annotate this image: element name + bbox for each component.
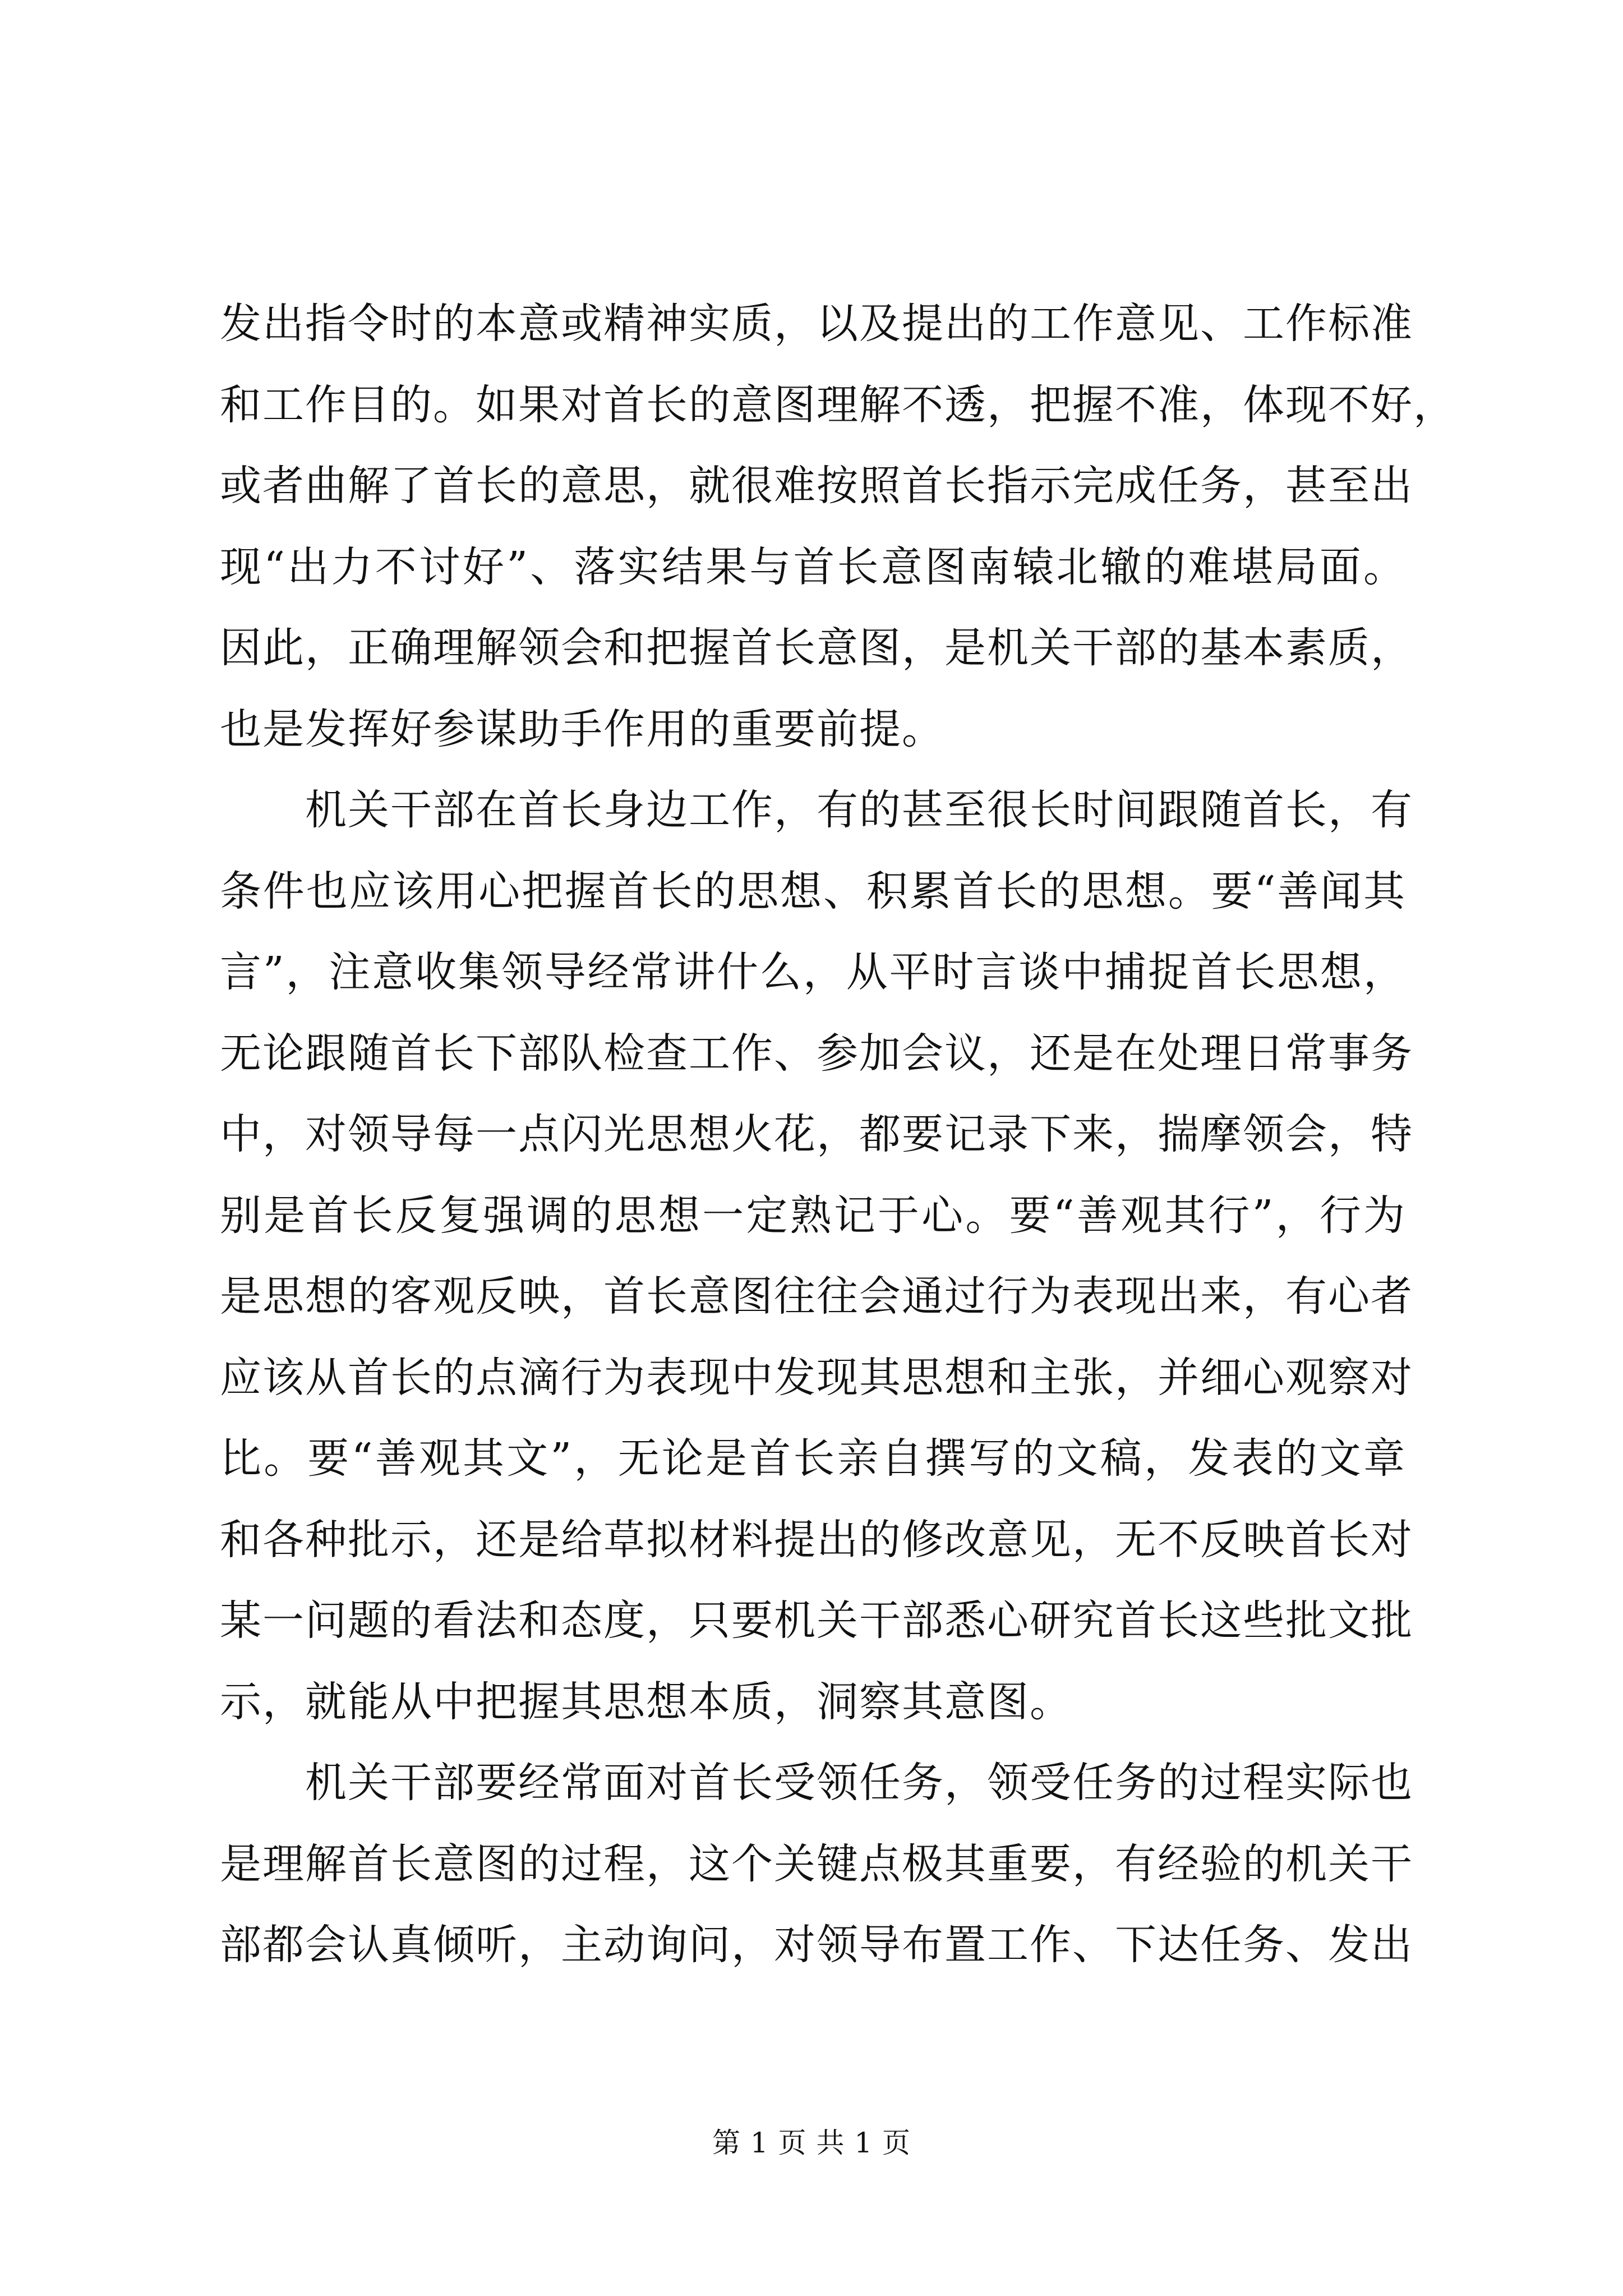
text-line: 现“出力不讨好”、落实结果与首长意图南辕北辙的难堪局面。: [220, 542, 1406, 591]
text-line: 因此，正确理解领会和把握首长意图，是机关干部的基本素质，: [220, 624, 1413, 672]
text-line: 部都会认真倾听，主动询问，对领导布置工作、下达任务、发出: [220, 1921, 1413, 1969]
text-line: 机关干部在首长身边工作，有的甚至很长时间跟随首长，有: [305, 786, 1413, 834]
text-line: 中，对领导每一点闪光思想火花，都要记录下来，揣摩领会，特: [220, 1110, 1413, 1158]
text-line: 示，就能从中把握其思想本质，洞察其意图。: [220, 1677, 1072, 1726]
text-line: 是思想的客观反映，首长意图往往会通过行为表现出来，有心者: [220, 1272, 1413, 1320]
text-line: 和各种批示，还是给草拟材料提出的修改意见，无不反映首长对: [220, 1515, 1413, 1564]
text-line: 也是发挥好参谋助手作用的重要前提。: [220, 705, 944, 753]
text-line: 言”，注意收集领导经常讲什么，从平时言谈中捕捉首长思想，: [220, 948, 1406, 996]
text-line: 条件也应该用心把握首长的思想、积累首长的思想。要“善闻其: [220, 867, 1406, 915]
text-line: 比。要“善观其文”，无论是首长亲自撰写的文稿，发表的文章: [220, 1434, 1406, 1483]
text-line: 机关干部要经常面对首长受领任务，领受任务的过程实际也: [305, 1759, 1413, 1807]
text-line: 发出指令时的本意或精神实质，以及提出的工作意见、工作标准: [220, 300, 1413, 348]
text-line: 或者曲解了首长的意思，就很难按照首长指示完成任务，甚至出: [220, 462, 1413, 510]
text-line: 某一问题的看法和态度，只要机关干部悉心研究首长这些批文批: [220, 1596, 1413, 1645]
paragraph: [220, 1742, 1413, 1986]
page-number-footer: 第 1 页 共 1 页: [712, 2127, 911, 2159]
text-line: 和工作目的。如果对首长的意图理解不透，把握不准，体现不好，: [220, 380, 1456, 429]
paragraph: [220, 283, 1456, 770]
text-line: 别是首长反复强调的思想一定熟记于心。要“善观其行”，行为: [220, 1191, 1406, 1240]
paragraph: [220, 770, 1413, 1742]
text-line: 无论跟随首长下部队检查工作、参加会议，还是在处理日常事务: [220, 1029, 1413, 1078]
text-line: 应该从首长的点滴行为表现中发现其思想和主张，并细心观察对: [220, 1353, 1413, 1402]
document-body: [220, 283, 1456, 1986]
text-line: 是理解首长意图的过程，这个关键点极其重要，有经验的机关干: [220, 1839, 1413, 1888]
